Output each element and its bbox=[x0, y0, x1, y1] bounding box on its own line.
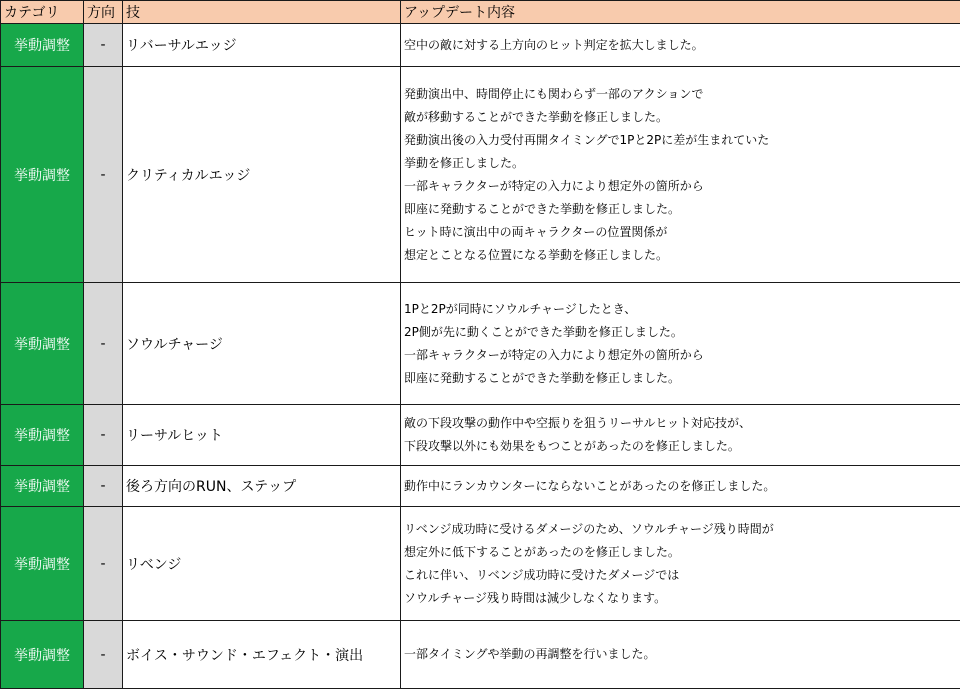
direction-cell: - bbox=[84, 621, 123, 689]
update-line: 即座に発動することができた挙動を修正しました。 bbox=[404, 198, 960, 221]
update-line: 発動演出後の入力受付再開タイミングで1Pと2Pに差が生まれていた bbox=[404, 129, 960, 152]
table-row bbox=[1, 405, 960, 466]
category-cell: 挙動調整 bbox=[1, 405, 84, 466]
update-content-cell bbox=[401, 67, 960, 283]
header-move: 技 bbox=[123, 1, 401, 24]
update-content-cell bbox=[401, 466, 960, 507]
table-row bbox=[1, 507, 960, 621]
update-line: 敵の下段攻撃の動作中や空振りを狙うリーサルヒット対応技が、 bbox=[404, 412, 960, 435]
update-line: 即座に発動することができた挙動を修正しました。 bbox=[404, 367, 960, 390]
move-cell: ソウルチャージ bbox=[123, 283, 401, 405]
update-content-cell bbox=[401, 283, 960, 405]
update-line: 敵が移動することができた挙動を修正しました。 bbox=[404, 106, 960, 129]
update-line: 想定外に低下することがあったのを修正しました。 bbox=[404, 541, 960, 564]
category-cell: 挙動調整 bbox=[1, 67, 84, 283]
table-row bbox=[1, 466, 960, 507]
update-content-cell bbox=[401, 24, 960, 67]
move-cell: リーサルヒット bbox=[123, 405, 401, 466]
update-line: 挙動を修正しました。 bbox=[404, 152, 960, 175]
category-cell: 挙動調整 bbox=[1, 466, 84, 507]
table-row bbox=[1, 24, 960, 67]
table-row bbox=[1, 283, 960, 405]
update-line: これに伴い、リベンジ成功時に受けたダメージでは bbox=[404, 564, 960, 587]
update-line: 1Pと2Pが同時にソウルチャージしたとき、 bbox=[404, 298, 960, 321]
direction-cell: - bbox=[84, 466, 123, 507]
update-line: 動作中にランカウンターにならないことがあったのを修正しました。 bbox=[404, 475, 960, 498]
move-cell: リベンジ bbox=[123, 507, 401, 621]
header-row bbox=[1, 1, 960, 24]
update-content-cell bbox=[401, 507, 960, 621]
direction-cell: - bbox=[84, 24, 123, 67]
update-line: ソウルチャージ残り時間は減少しなくなります。 bbox=[404, 587, 960, 610]
move-cell: クリティカルエッジ bbox=[123, 67, 401, 283]
direction-cell: - bbox=[84, 283, 123, 405]
direction-cell: - bbox=[84, 507, 123, 621]
direction-cell: - bbox=[84, 405, 123, 466]
update-content-cell bbox=[401, 405, 960, 466]
update-content-cell bbox=[401, 621, 960, 689]
table-row bbox=[1, 621, 960, 689]
update-line: 想定とことなる位置になる挙動を修正しました。 bbox=[404, 244, 960, 267]
category-cell: 挙動調整 bbox=[1, 621, 84, 689]
update-line: ヒット時に演出中の両キャラクターの位置関係が bbox=[404, 221, 960, 244]
header-category: カテゴリ bbox=[1, 1, 84, 24]
category-cell: 挙動調整 bbox=[1, 283, 84, 405]
update-line: 2P側が先に動くことができた挙動を修正しました。 bbox=[404, 321, 960, 344]
update-line: 下段攻撃以外にも効果をもつことがあったのを修正しました。 bbox=[404, 435, 960, 458]
update-line: 一部キャラクターが特定の入力により想定外の箇所から bbox=[404, 344, 960, 367]
category-cell: 挙動調整 bbox=[1, 24, 84, 67]
header-content: アップデート内容 bbox=[401, 1, 960, 24]
update-line: 発動演出中、時間停止にも関わらず一部のアクションで bbox=[404, 83, 960, 106]
move-cell: 後ろ方向のRUN、ステップ bbox=[123, 466, 401, 507]
update-line: 一部タイミングや挙動の再調整を行いました。 bbox=[404, 643, 960, 666]
update-line: 一部キャラクターが特定の入力により想定外の箇所から bbox=[404, 175, 960, 198]
header-direction: 方向 bbox=[84, 1, 123, 24]
move-cell: ボイス・サウンド・エフェクト・演出 bbox=[123, 621, 401, 689]
update-line: リベンジ成功時に受けるダメージのため、ソウルチャージ残り時間が bbox=[404, 518, 960, 541]
category-cell: 挙動調整 bbox=[1, 507, 84, 621]
move-cell: リバーサルエッジ bbox=[123, 24, 401, 67]
table-row bbox=[1, 67, 960, 283]
update-line: 空中の敵に対する上方向のヒット判定を拡大しました。 bbox=[404, 34, 960, 57]
direction-cell: - bbox=[84, 67, 123, 283]
